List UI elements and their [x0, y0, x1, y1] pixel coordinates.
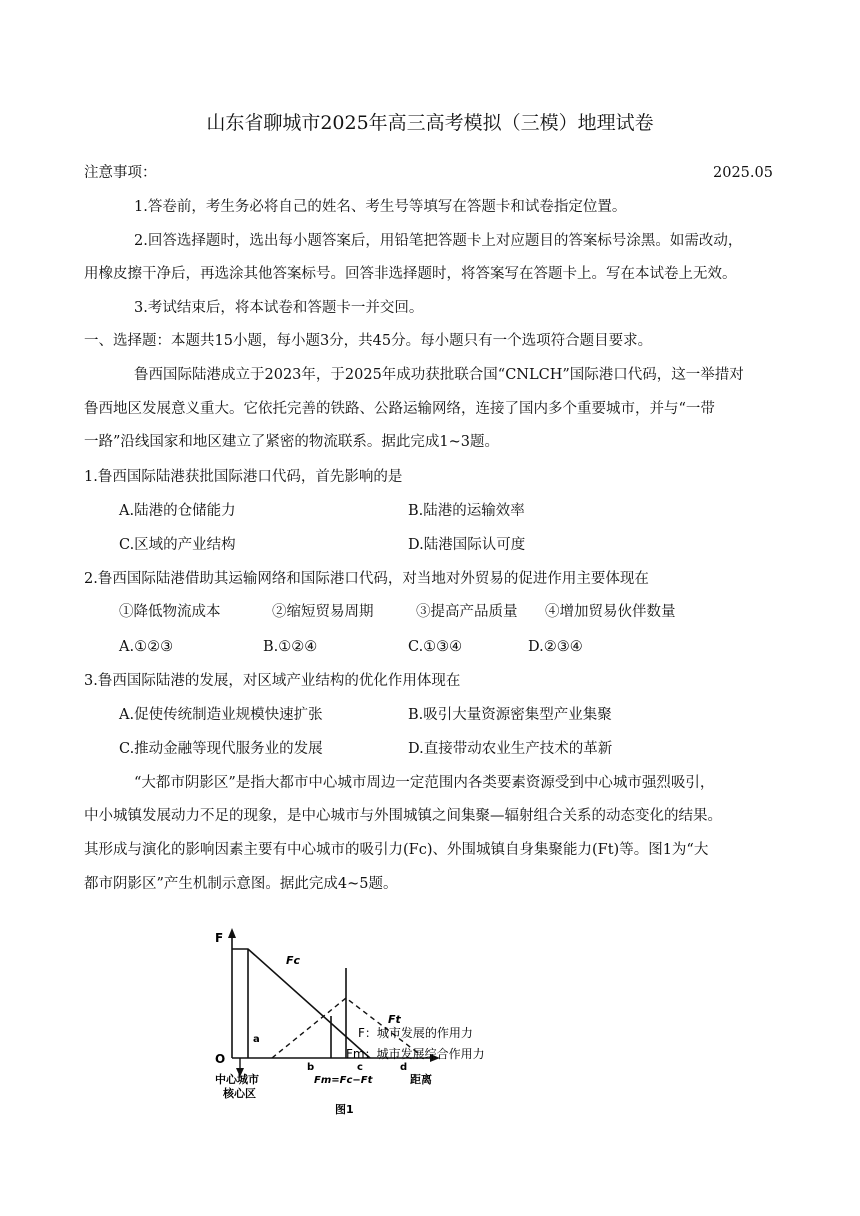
- q3-option-b: B.吸引大量资源密集型产业集聚: [408, 707, 612, 723]
- q2-stem: 2.鲁西国际陆港借助其运输网络和国际港口代码，对当地对外贸易的促进作用主要体现在: [84, 571, 649, 587]
- q3-option-c: C.推动金融等现代服务业的发展: [119, 741, 323, 757]
- tick-c-label: c: [357, 1062, 363, 1073]
- q2-option-b: B.①②④: [263, 639, 318, 655]
- q2-item-3: ③提高产品质量: [416, 604, 518, 620]
- passage2-line2: 中小城镇发展动力不足的现象，是中心城市与外围城镇之间集聚—辐射组合关系的动态变化的结果。: [84, 808, 722, 824]
- notice-item-3: 3.考试结束后，将本试卷和答题卡一并交回。: [134, 300, 424, 316]
- section-heading: 一、选择题：本题共15小题，每小题3分，共45分。每小题只有一个选项符合题目要求。: [84, 333, 653, 349]
- y-axis-label: F: [215, 931, 224, 945]
- passage1-line2: 鲁西地区发展意义重大。它依托完善的铁路、公路运输网络，连接了国内多个重要城市，并与“一带: [84, 401, 715, 417]
- notice-item-1: 1.答卷前，考生务必将自己的姓名、考生号等填写在答题卡和试卷指定位置。: [134, 199, 627, 215]
- q3-option-a: A.促使传统制造业规模快速扩张: [119, 707, 323, 723]
- q1-option-c: C.区域的产业结构: [119, 537, 236, 553]
- notice-item-2: 2.回答选择题时，选出每小题答案后，用铅笔把答题卡上对应题目的答案标号涂黑。如需改动，: [134, 233, 743, 249]
- figure-1-diagram: [210, 920, 530, 1120]
- legend-fm: Fm：城市发展综合作用力: [346, 1047, 485, 1061]
- tick-d-label: d: [400, 1062, 408, 1073]
- q2-item-4: ④增加贸易伙伴数量: [545, 604, 676, 620]
- tick-a-label: a: [253, 1034, 260, 1045]
- notice-item-2-cont: 用橡皮擦干净后，再选涂其他答案标号。回答非选择题时，将答案写在答题卡上。写在本试卷上无效。: [84, 266, 737, 282]
- q3-stem: 3.鲁西国际陆港的发展，对区域产业结构的优化作用体现在: [84, 673, 461, 689]
- fm-formula: Fm=Fc−Ft: [314, 1075, 373, 1086]
- y-axis-arrow: [228, 928, 236, 938]
- q2-item-1: ①降低物流成本: [119, 604, 221, 620]
- q2-item-2: ②缩短贸易周期: [272, 604, 374, 620]
- legend-f: F：城市发展的作用力: [358, 1026, 473, 1040]
- q1-option-a: A.陆港的仓储能力: [119, 503, 236, 519]
- q3-option-d: D.直接带动农业生产技术的革新: [408, 741, 613, 757]
- passage2-line4: 都市阴影区”产生机制示意图。据此完成4~5题。: [84, 876, 398, 892]
- core-label-2: 核心区: [223, 1087, 256, 1100]
- passage1-line1: 鲁西国际陆港成立于2023年，于2025年成功获批联合国“CNLCH”国际港口代码，这一举措对: [134, 367, 744, 383]
- notice-label: 注意事项：: [84, 165, 157, 181]
- q2-option-c: C.①③④: [408, 639, 463, 655]
- passage1-line3: 一路”沿线国家和地区建立了紧密的物流联系。据此完成1~3题。: [84, 434, 500, 450]
- passage2-line3: 其形成与演化的影响因素主要有中心城市的吸引力(Fc)、外围城镇自身集聚能力(Ft)等。图1为“大: [84, 842, 709, 858]
- ft-label: Ft: [388, 1013, 401, 1026]
- figure-caption: 图1: [335, 1103, 354, 1116]
- page-title: 山东省聊城市2025年高三高考模拟（三模）地理试卷: [206, 112, 654, 134]
- q1-stem: 1.鲁西国际陆港获批国际港口代码，首先影响的是: [84, 469, 403, 485]
- q2-option-a: A.①②③: [119, 639, 174, 655]
- tick-b-label: b: [307, 1062, 315, 1073]
- passage2-line1: “大都市阴影区”是指大都市中心城市周边一定范围内各类要素资源受到中心城市强烈吸引，: [134, 775, 715, 791]
- q2-option-d: D.②③④: [528, 639, 583, 655]
- exam-date: 2025.05: [713, 165, 773, 181]
- q1-option-b: B.陆港的运输效率: [408, 503, 525, 519]
- core-label-1: 中心城市: [215, 1073, 259, 1086]
- x-axis-label: 距离: [410, 1073, 432, 1086]
- q1-option-d: D.陆港国际认可度: [408, 537, 526, 553]
- origin-label: O: [215, 1052, 226, 1066]
- fc-label: Fc: [286, 954, 301, 967]
